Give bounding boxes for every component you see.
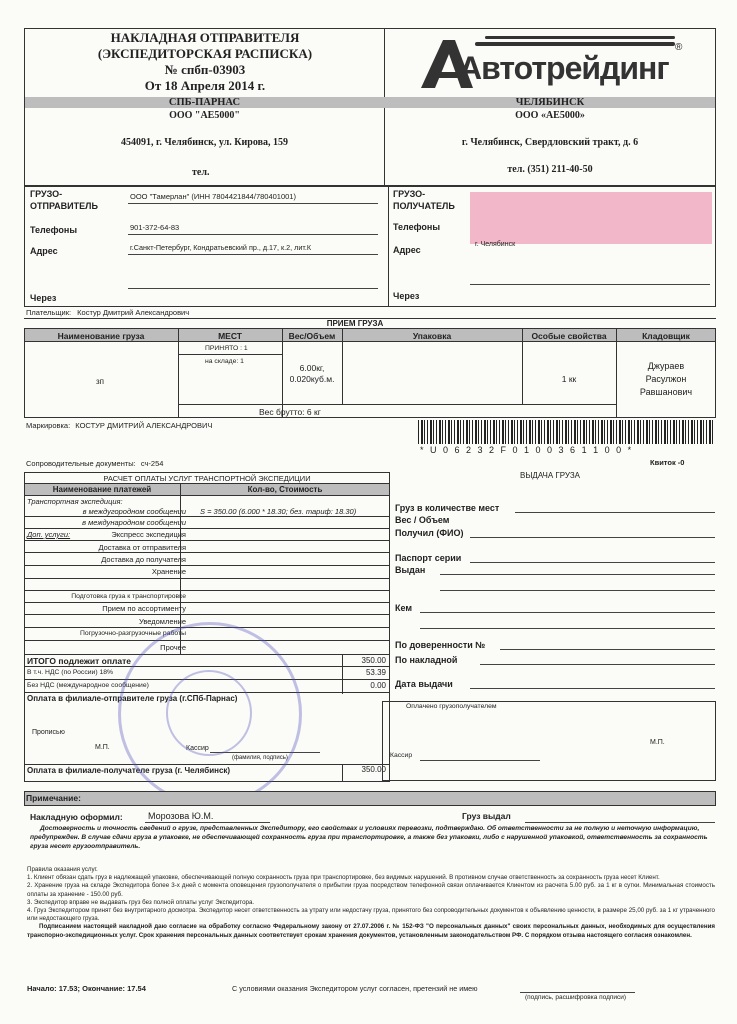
sender-address-label: Адрес <box>30 246 58 256</box>
issue-title: ВЫДАЧА ГРУЗА <box>519 471 580 480</box>
note-band <box>24 791 716 806</box>
service-item-6: Прием по ассортименту <box>102 604 186 613</box>
issue-passport-label: Паспорт серии <box>395 553 462 563</box>
rule-4: 4. Груз Экспедитором принят без внутритарного досмотра. Экспедитор несет ответственность за утрату или недостачу груза, принятого без сопроводительных документов к объявлению ценности, в размере 25,00 руб. за 1 кг утраченного или недостающего груза. <box>27 907 715 923</box>
sender-name: ООО "Тамерлан" (ИНН 7804421844/780401001) <box>130 192 296 201</box>
receiver-address-label: Адрес <box>393 245 421 255</box>
keeper-name-1: Джураев <box>647 361 685 371</box>
calc-title: РАСЧЕТ ОПЛАТЫ УСЛУГ ТРАНСПОРТНОЙ ЭКСПЕДИЦИИ <box>103 474 311 483</box>
mp-label: М.П. <box>95 744 110 751</box>
receiver-via-label: Через <box>393 291 420 301</box>
company-stamp <box>118 622 302 806</box>
branch-left-city: СПБ-ПАРНАС <box>168 97 241 108</box>
col-places: МЕСТ <box>218 331 242 341</box>
col-pack: Упаковка <box>412 331 452 341</box>
receiver-payment-box <box>382 701 716 781</box>
receiver-label1: ГРУЗО- <box>393 189 426 199</box>
doc-title-line1: НАКЛАДНАЯ ОТПРАВИТЕЛЯ <box>110 30 300 45</box>
signature-hint: (подпись, расшифровка подписи) <box>525 994 627 1001</box>
logo-text: Автотрейдинг <box>459 50 669 86</box>
issue-waybill-label: По накладной <box>395 655 458 665</box>
company-logo <box>415 36 695 92</box>
service-item-3: Хранение <box>151 567 186 576</box>
te-label: Транспортная экспедиция: <box>27 497 123 506</box>
service-item-7: Уведомление <box>138 617 186 626</box>
sender-address: г.Санкт-Петербург, Кондратьевский пр., д.17, к.2, лит.К <box>130 243 312 252</box>
issue-poa-label: По доверенности № <box>395 640 486 650</box>
col-payments: Наименование платежей <box>52 485 152 494</box>
issue-by-label: Кем <box>395 603 413 613</box>
col-weight: Вес/Объем <box>288 331 336 341</box>
written-label: Прописью <box>32 729 65 736</box>
issued-by-label: Накладную оформил: <box>30 812 123 822</box>
issue-weight-label: Вес / Объем <box>395 515 450 525</box>
col-amount: Кол-во, Стоимость <box>247 485 323 494</box>
marking-label: Маркировка: <box>26 421 71 430</box>
accepted-count: ПРИНЯТО : 1 <box>205 345 248 352</box>
service-item-1: Доставка от отправителя <box>98 543 186 552</box>
disclaimer: Достоверность и точность сведений о грузе, представленных Экспедитору, его свойствах и условиях перевозки, подтверждаю. Об ответственности за не полную и неточную информацию, предупрежден. В случае сдачи груза в упаковке, не обеспечивающей сохранность груза при транспортировке, а также без упаковки, либо с нарушенной упаковкой, ответственность за сохранность груза несет грузоотправитель. <box>30 825 708 850</box>
doc-date: От 18 Апреля 2014 г. <box>144 78 266 93</box>
international-label: в международном сообщении <box>82 518 186 527</box>
total-label: ИТОГО подлежит оплате <box>27 656 132 666</box>
issue-date-label: Дата выдачи <box>395 679 453 689</box>
logo-mark: ® <box>675 42 683 53</box>
vat-value: 53.39 <box>365 668 386 677</box>
payer-name: Костур Дмитрий Александрович <box>77 308 190 317</box>
agreement-text: С условиями оказания Экспедитором услуг согласен, претензий не имею <box>232 984 478 993</box>
col-cargo-name: Наименование груза <box>57 331 145 341</box>
domestic-label: в междугородном сообщении <box>82 507 186 516</box>
rules-title: Правила оказания услуг. <box>27 866 98 873</box>
col-special: Особые свойства <box>531 331 607 341</box>
sender-via-label: Через <box>30 293 57 303</box>
sender-phones-label: Телефоны <box>30 225 78 235</box>
gross-weight: Вес брутто: 6 кг <box>259 407 321 417</box>
keeper-name-3: Равшанович <box>639 387 693 397</box>
marking-value: КОСТУР ДМИТРИЙ АЛЕКСАНДРОВИЧ <box>75 421 213 430</box>
consent: Подписанием настоящей накладной даю согласие на обработку согласно Федеральному закону от 27.07.2006 г. № 152-ФЗ "О персональных данных" своих персональных данных, необходимых для осуществления транспорно-экспедиционных услуг. Срок хранения персональных данных соответствует срокам хранения документов, установленным законодательством РФ. С порядком отзыва настоящего согласия ознакомлен. <box>27 923 715 939</box>
issue-received-label: Получил (ФИО) <box>395 528 464 538</box>
branch-right-address: г. Челябинск, Свердловский тракт, д. 6 <box>461 137 639 148</box>
issue-issued-label: Выдан <box>395 565 426 575</box>
branch-right-city: ЧЕЛЯБИНСК <box>515 97 585 108</box>
rule-3: 3. Экспедитор вправе не выдавать груз без полной оплаты услуг Экспедитора. <box>27 898 255 906</box>
branch-right-phone: тел. (351) 211-40-50 <box>507 164 593 175</box>
receipt-number: Квиток -0 <box>650 458 685 467</box>
receiver-label2: ПОЛУЧАТЕЛЬ <box>393 201 455 211</box>
branch-left-phone: тел. <box>192 167 210 178</box>
cargo-issued-label: Груз выдал <box>462 811 511 821</box>
note-label: Примечание: <box>26 793 81 803</box>
novat-value: 0.00 <box>370 681 386 690</box>
receiver-phones-label: Телефоны <box>393 222 441 232</box>
domestic-formula: S = 350.00 (6.000 * 18.30; без. тариф: 18.30) <box>200 507 357 516</box>
cargo-volume: 0.020куб.м. <box>289 374 335 384</box>
pay-receiver-label: Оплата в филиале-получателе груза (г. Челябинск) <box>27 766 231 775</box>
pay-sender-label: Оплата в филиале-отправителе груза (г.СПб-Парнас) <box>27 694 238 703</box>
rule-1: 1. Клиент обязан сдать груз в надлежащей упаковке, обеспечивающей полную сохранность груза при транспортировке, без видимых нарушений. В противном случае ответственность за сохранность груза несет Клиент. <box>27 874 660 882</box>
docs-label: Сопроводительные документы: <box>26 459 136 468</box>
in-stock-count: на складе: 1 <box>205 358 244 365</box>
fio-hint: (фамилия, подпись) <box>232 755 288 761</box>
time-range: Начало: 17.53; Окончание: 17.54 <box>27 984 146 993</box>
sender-phones: 901-372-64-83 <box>130 223 180 232</box>
keeper-name-2: Расулжон <box>645 374 687 384</box>
total-value: 350.00 <box>361 656 386 665</box>
payer-label: Плательщик: <box>26 308 72 317</box>
cargo-special: 1 кк <box>561 374 577 384</box>
vat-label: В т.ч. НДС (по России) 18% <box>27 669 114 676</box>
cargo-name: зп <box>96 377 104 386</box>
branch-right-company: ООО «АЕ5000» <box>515 110 585 121</box>
docs-value: сч-254 <box>140 459 164 468</box>
col-keeper: Кладовщик <box>642 331 690 341</box>
service-item-9: Прочее <box>160 643 186 652</box>
cashier-label: Кассир <box>186 745 209 752</box>
doc-number: № спбп-03903 <box>164 62 246 77</box>
extra-label: Доп. услуги: <box>27 530 71 539</box>
novat-label: Без НДС (международное сообщение) <box>27 682 149 689</box>
issue-cashier-label: Кассир <box>390 752 413 759</box>
branch-left-address: 454091, г. Челябинск, ул. Кирова, 159 <box>120 137 289 148</box>
issue-mp-label: М.П. <box>650 739 665 746</box>
service-item-8: Погрузочно-разгрузочные работы <box>79 630 186 637</box>
barcode-text: * U 0 6 2 3 2 F 0 1 0 0 3 6 1 1 0 0 * <box>420 445 634 455</box>
issued-by-name: Морозова Ю.М. <box>148 811 214 821</box>
branch-left-company: ООО "АЕ5000" <box>169 110 240 121</box>
receiver-address: г. Челябинск <box>475 241 516 248</box>
rule-2: 2. Хранение груза на складе Экспедитора более 3-х дней с момента оповещения грузополучателя о прибытии груза посредством телефонной связи оплачивается Клиентом из расчета 5.00 руб. за 1 кг в сутки. Минимальная стоимость оплаты за хранение - 150.00 руб. <box>27 882 715 898</box>
service-item-5: Подготовка груза к транспортировке <box>71 593 186 600</box>
express-label: Экспресс экспедиция <box>111 530 186 539</box>
paid-by-receiver-label: Оплачено грузополучателем <box>406 703 497 710</box>
pay-receiver-value: 350.00 <box>361 765 386 774</box>
issue-qty-label: Груз в количестве мест <box>395 503 500 513</box>
cargo-weight: 6.00кг, <box>299 363 325 373</box>
receiver-redacted-block <box>470 192 712 244</box>
barcode <box>418 420 714 444</box>
sender-label1: ГРУЗО- <box>30 189 63 199</box>
acceptance-title: ПРИЕМ ГРУЗА <box>326 319 384 328</box>
service-item-2: Доставка до получателя <box>101 555 186 564</box>
sender-label2: ОТПРАВИТЕЛЬ <box>30 201 98 211</box>
doc-title-line2: (ЭКСПЕДИТОРСКАЯ РАСПИСКА) <box>97 46 313 61</box>
